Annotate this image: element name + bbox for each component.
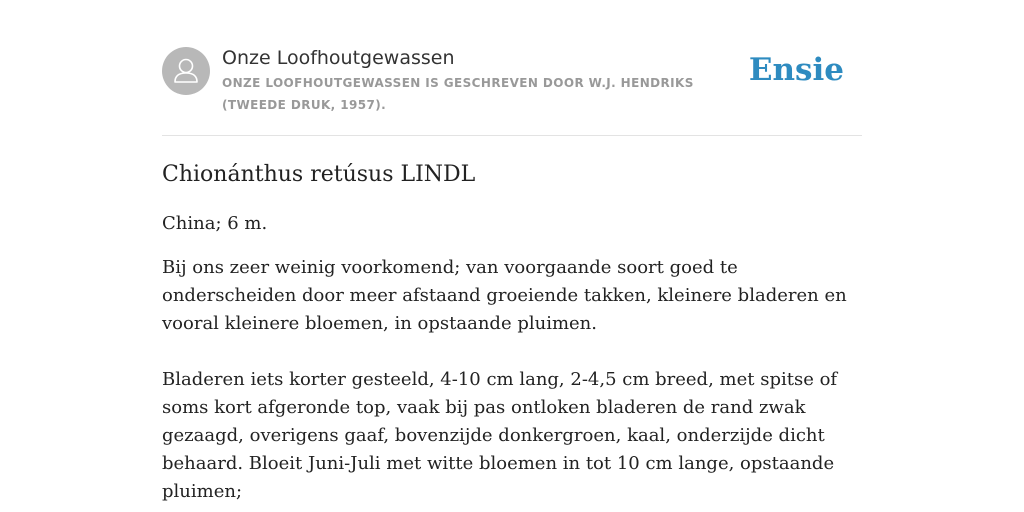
ensie-logo[interactable]: Ensie (748, 52, 844, 88)
entry-title: Chionánthus retúsus LINDL (162, 162, 476, 187)
entry-content (162, 158, 852, 512)
source-title[interactable]: Onze Loofhoutgewassen (222, 47, 455, 69)
header-divider (162, 135, 862, 136)
entry-paragraph: Bladeren iets korter gesteeld, 4-10 cm lang, 2-4,5 cm breed, met spitse of soms kort afgeronde top, vaak bij pas ontloken bladeren de rand zwak gezaagd, overigens gaaf, bovenzijde donkergroen, kaal, onderzijde dicht behaard. Bloeit Juni-Juli met witte bloemen in tot 10 cm lange, opstaande pluimen; (162, 369, 838, 502)
entry-paragraph: Bij ons zeer weinig voorkomend; van voorgaande soort goed te onderscheiden door meer afstaand groeiende takken, kleinere bladeren en vooral kleinere bloemen, in opstaande pluimen. (162, 257, 847, 334)
entry-paragraph: China; 6 m. (162, 213, 268, 234)
user-avatar-icon (162, 47, 210, 95)
source-description: ONZE LOOFHOUTGEWASSEN IS GESCHREVEN DOOR W.J. HENDRIKS (TWEEDE DRUK, 1957). (222, 76, 694, 112)
source-header (162, 46, 862, 116)
